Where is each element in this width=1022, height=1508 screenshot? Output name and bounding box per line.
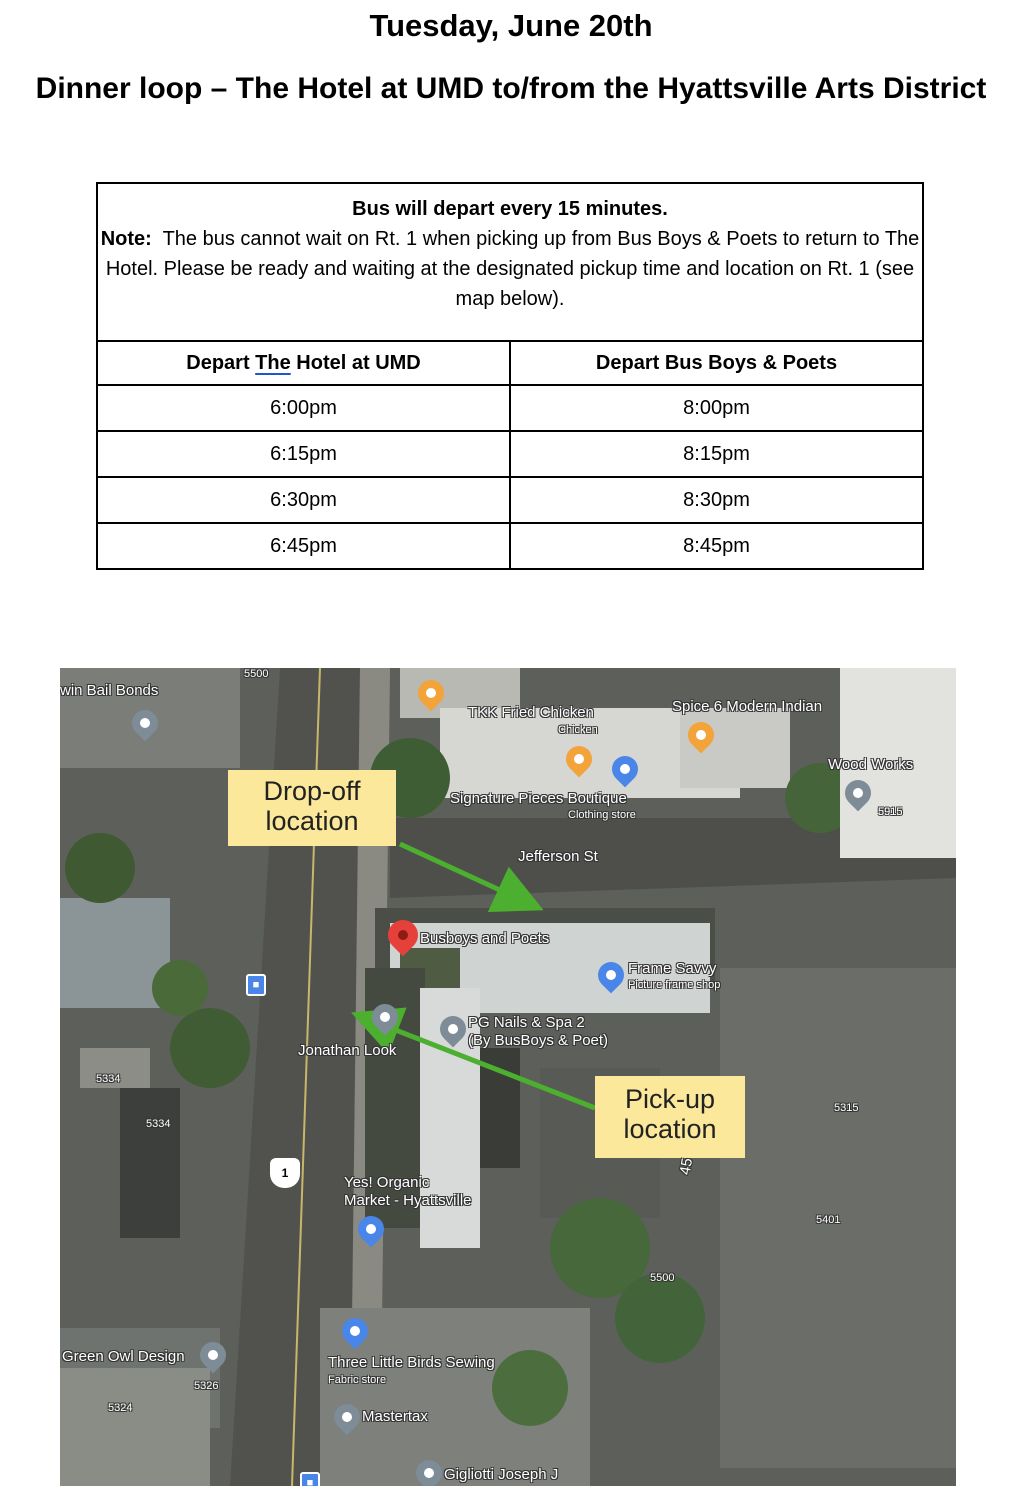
column-header-hotel: Depart The Hotel at UMD: [97, 341, 510, 385]
map-label-three-birds[interactable]: Three Little Birds Sewing: [328, 1354, 495, 1371]
busboys-time: 8:15pm: [510, 431, 923, 477]
map-label-frame-savvy[interactable]: Frame Savvy: [628, 960, 717, 977]
map-label-tkk-sub: Chicken: [558, 724, 598, 736]
street-number: 45: [676, 1156, 697, 1177]
map-label-yes-organic[interactable]: Yes! Organic: [344, 1174, 430, 1191]
map-label-bail-bonds[interactable]: win Bail Bonds: [60, 682, 159, 699]
address-number: 5500: [244, 668, 269, 680]
map-label-busboys[interactable]: Busboys and Poets: [420, 930, 550, 947]
map-label-green-owl[interactable]: Green Owl Design: [62, 1348, 185, 1365]
table-row: [97, 385, 923, 431]
address-number: 5500: [650, 1272, 675, 1284]
busboys-time: 8:30pm: [510, 477, 923, 523]
address-number: 5334: [96, 1073, 121, 1085]
address-number: 5401: [816, 1214, 841, 1226]
schedule-note: [97, 183, 923, 341]
map-label-spice6[interactable]: Spice 6 Modern Indian: [672, 698, 823, 715]
table-row: [97, 523, 923, 569]
hotel-time: 6:15pm: [97, 431, 510, 477]
busboys-time: 8:45pm: [510, 523, 923, 569]
map-label-wood-works[interactable]: Wood Works: [828, 756, 914, 773]
address-number: 5334: [146, 1118, 171, 1130]
map-label-jefferson-st: Jefferson St: [518, 848, 598, 865]
map-label-pg-nails-2: (By BusBoys & Poet): [468, 1032, 609, 1049]
hotel-time: 6:00pm: [97, 385, 510, 431]
map-label-frame-savvy-sub: Picture frame shop: [628, 979, 721, 991]
map-label-pg-nails[interactable]: PG Nails & Spa 2: [468, 1014, 585, 1031]
bus-stop-icon[interactable]: ■: [300, 1472, 320, 1486]
address-number: 5326: [194, 1380, 219, 1392]
note-label: Note:: [100, 228, 152, 250]
schedule-table: [96, 182, 924, 570]
bus-stop-icon[interactable]: ■: [246, 974, 266, 996]
table-row: [97, 477, 923, 523]
address-number: 5315: [834, 1102, 859, 1114]
pickup-callout: Pick-up location: [595, 1076, 745, 1158]
map-label-three-birds-sub: Fabric store: [328, 1374, 387, 1386]
map-label-gigliotti[interactable]: Gigliotti Joseph J: [444, 1466, 559, 1483]
table-row: [97, 431, 923, 477]
hotel-time: 6:45pm: [97, 523, 510, 569]
map-label-signature[interactable]: Signature Pieces Boutique: [450, 790, 627, 807]
note-text: The bus cannot wait on Rt. 1 when picking up from Bus Boys & Poets to return to The Hotel. Please be ready and waiting at the designated pickup time and location on Rt. 1 (see map below).: [105, 228, 920, 310]
route-1-shield-icon: 1: [270, 1158, 300, 1188]
map-label-tkk[interactable]: TKK Fried Chicken: [468, 704, 594, 721]
hotel-time: 6:30pm: [97, 477, 510, 523]
column-header-busboys: Depart Bus Boys & Poets: [510, 341, 923, 385]
page-date: Tuesday, June 20th: [369, 8, 653, 43]
map-label-signature-sub: Clothing store: [568, 809, 636, 821]
map-label-jonathan[interactable]: Jonathan Look: [298, 1042, 397, 1059]
address-number: 5915: [878, 806, 903, 818]
address-number: 5324: [108, 1402, 133, 1414]
aerial-map: [60, 668, 956, 1486]
dropoff-callout: Drop-off location: [228, 770, 396, 846]
page-title: Dinner loop – The Hotel at UMD to/from the Hyattsville Arts District: [35, 72, 987, 105]
frequency-text: Bus will depart every 15 minutes.: [352, 198, 668, 220]
busboys-time: 8:00pm: [510, 385, 923, 431]
map-label-yes-organic-2: Market - Hyattsville: [344, 1192, 472, 1209]
map-label-mastertax[interactable]: Mastertax: [362, 1408, 428, 1425]
